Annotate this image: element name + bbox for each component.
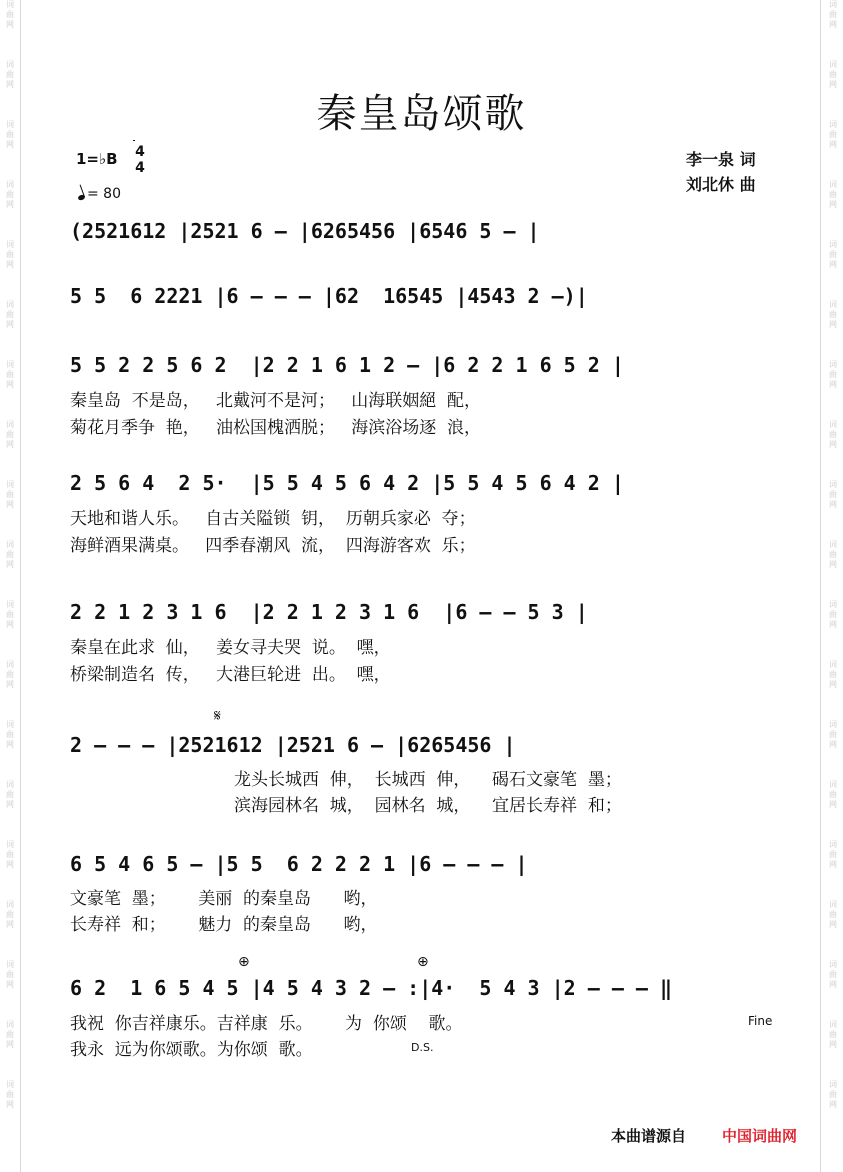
lyric-verse-2: 海鲜酒果满桌。 四季春潮风 流， 四海游客欢 乐； [70,536,476,556]
watermark-group: 词 曲 网 [6,240,14,269]
watermark-group: 词 曲 网 [6,840,14,869]
watermark-group: 词 曲 网 [6,360,14,389]
watermark-group: 词 曲 网 [829,960,837,989]
key-signature: 1=♭B [76,150,118,168]
right-watermark-column [827,0,839,1140]
song-title: 秦皇岛颂歌 [316,91,527,137]
composer-credit: 刘北休 曲 [686,175,756,194]
tempo-value: = 80 [87,186,121,202]
lyricist-credit: 李一泉 词 [686,150,756,169]
time-signature-divider [133,140,135,141]
watermark-group: 词 曲 网 [829,0,837,29]
watermark-group: 词 曲 网 [829,540,837,569]
watermark-group: 词 曲 网 [6,780,14,809]
watermark-group: 词 曲 网 [829,300,837,329]
coda-mark-1: ⊕ [238,954,250,970]
lyric-verse-2: 长寿祥 和； 魅力 的秦皇岛 哟， [70,915,378,935]
staff-row-notes: 2 2 1 2 3 1 6 |2 2 1 2 3 1 6 |6 – – 5 3 | [70,600,588,624]
watermark-group: 词 曲 网 [829,480,837,509]
watermark-group: 词 曲 网 [829,1080,837,1109]
lyric-verse-1: 秦皇岛 不是岛， 北戴河不是河； 山海联姻絕 配， [70,391,482,411]
staff-row-notes: 2 – – – |2521612 |2521 6 – |6265456 | [70,733,516,757]
lyric-verse-2: 滨海园林名 城， 园林名 城， 宜居长寿祥 和； [234,796,622,816]
watermark-group: 词 曲 网 [829,360,837,389]
lyric-verse-1: 龙头长城西 伸， 长城西 伸， 碣石文豪笔 墨； [234,770,622,790]
left-border-line [20,0,21,1172]
lyric-verse-2: 菊花月季争 艳， 油松国槐洒脱； 海滨浴场逐 浪， [70,418,482,438]
staff-row-notes: (2521612 |2521 6 – |6265456 |6546 5 – | [70,219,540,243]
time-signature-top: 4 [135,144,145,160]
watermark-group: 词 曲 网 [829,120,837,149]
watermark-group: 词 曲 网 [829,780,837,809]
watermark-group: 词 曲 网 [6,180,14,209]
footer-site-link[interactable]: 中国词曲网 [722,1127,798,1145]
left-watermark-column [4,0,16,1140]
dal-segno-mark: D.S. [411,1041,434,1054]
lyric-verse-1: 秦皇在此求 仙， 姜女寻夫哭 说。 嘿， [70,638,391,658]
staff-row-notes: 5 5 6 2221 |6 – – – |62 16545 |4543 2 –)| [70,284,588,308]
coda-mark-2: ⊕ [417,954,429,970]
watermark-group: 词 曲 网 [6,600,14,629]
staff-row-notes: 6 2 1 6 5 4 5 |4 5 4 3 2 – :|4· 5 4 3 |2 – – – ‖ [70,976,673,1000]
watermark-group: 词 曲 网 [829,240,837,269]
watermark-group: 词 曲 网 [6,120,14,149]
quarter-note-icon [77,194,85,201]
watermark-group: 词 曲 网 [829,60,837,89]
watermark-group: 词 曲 网 [6,1020,14,1049]
watermark-group: 词 曲 网 [829,600,837,629]
watermark-group: 词 曲 网 [829,660,837,689]
watermark-group: 词 曲 网 [6,0,14,29]
time-signature [133,144,147,176]
watermark-group: 词 曲 网 [6,540,14,569]
watermark-group: 词 曲 网 [6,420,14,449]
lyric-verse-1: 我祝 你吉祥康乐。吉祥康 乐。 为 你颂 歌。 [70,1014,463,1034]
watermark-group: 词 曲 网 [829,1020,837,1049]
lyric-verse-1: 文豪笔 墨； 美丽 的秦皇岛 哟， [70,889,378,909]
watermark-group: 词 曲 网 [6,660,14,689]
lyric-verse-2: 我永 远为你颂歌。为你颂 歌。 [70,1040,313,1060]
lyric-verse-2: 桥梁制造名 传， 大港巨轮进 出。 嘿， [70,665,391,685]
time-signature-bottom: 4 [135,160,145,176]
staff-row-notes: 5 5 2 2 5 6 2 |2 2 1 6 1 2 – |6 2 2 1 6 5 2 | [70,353,624,377]
staff-row-notes: 2 5 6 4 2 5· |5 5 4 5 6 4 2 |5 5 4 5 6 4 2 | [70,471,624,495]
watermark-group: 词 曲 网 [6,960,14,989]
right-border-line [820,0,821,1172]
lyric-verse-1: 天地和谐人乐。 自古关隘锁 钥， 历朝兵家必 夺； [70,509,476,529]
footer-source-label: 本曲谱源自 [611,1127,687,1145]
watermark-group: 词 曲 网 [829,720,837,749]
staff-row-notes: 6 5 4 6 5 – |5 5 6 2 2 2 1 |6 – – – | [70,852,528,876]
watermark-group: 词 曲 网 [6,60,14,89]
tempo-marking [78,186,121,202]
watermark-group: 词 曲 网 [829,900,837,929]
watermark-group: 词 曲 网 [6,480,14,509]
watermark-group: 词 曲 网 [6,1080,14,1109]
watermark-group: 词 曲 网 [829,180,837,209]
watermark-group: 词 曲 网 [829,420,837,449]
watermark-group: 词 曲 网 [6,900,14,929]
watermark-group: 词 曲 网 [6,300,14,329]
watermark-group: 词 曲 网 [6,720,14,749]
fine-mark: Fine [748,1014,773,1028]
segno-mark: 𝄋 [214,706,221,725]
watermark-group: 词 曲 网 [829,840,837,869]
